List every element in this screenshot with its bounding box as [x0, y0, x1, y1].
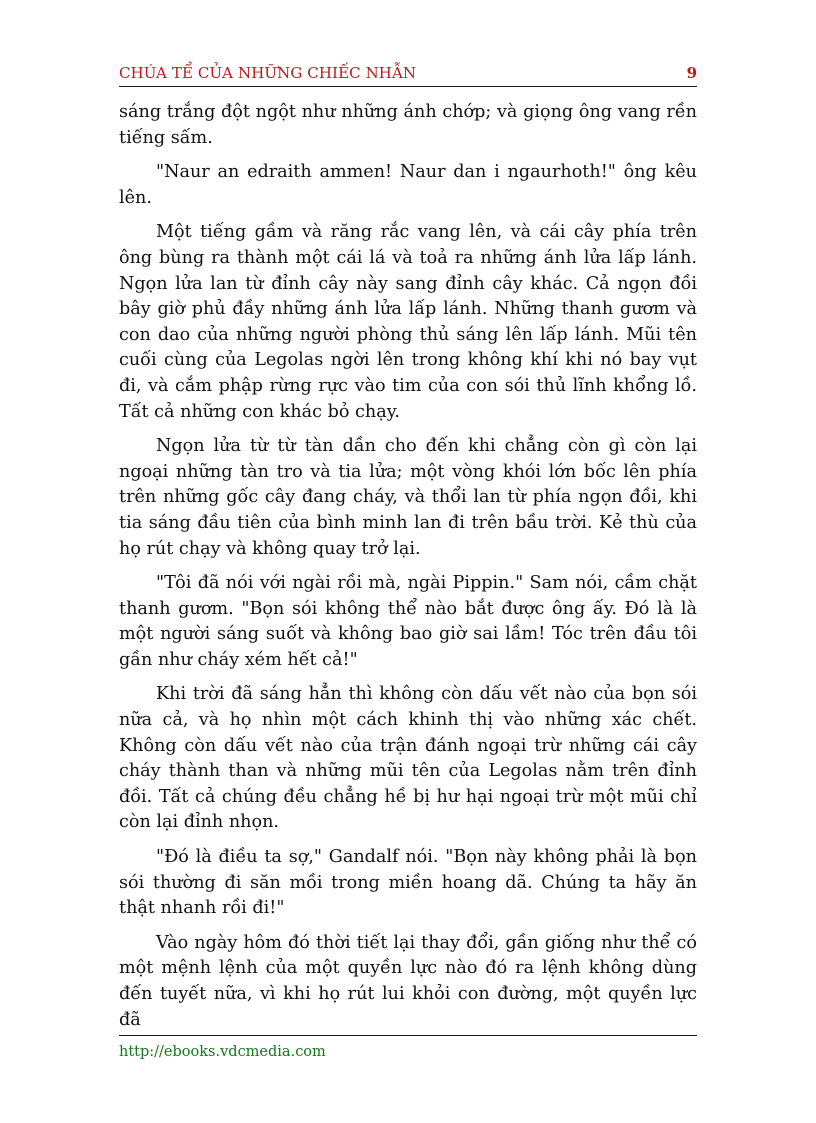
page-header	[119, 62, 697, 87]
paragraph: Vào ngày hôm đó thời tiết lại thay đổi, gần giống như thể có một mệnh lệnh của một quyền lực nào đó ra lệnh không dùng đến tuyết nữa, vì khi họ rút lui khỏi con đường, một quyền lực đã	[119, 932, 697, 1030]
paragraph: Khi trời đã sáng hẳn thì không còn dấu vết nào của bọn sói nữa cả, và họ nhìn một cách khinh thị vào những xác chết. Không còn dấu vết nào của trận đánh ngoại trừ những cái cây cháy thành than và những mũi tên của Legolas nằm trên đỉnh đồi. Tất cả chúng đều chẳng hề bị hư hại ngoại trừ một mũi chỉ còn lại đỉnh nhọn.	[119, 684, 697, 833]
paragraph: "Naur an edraith ammen! Naur dan i ngaurhoth!" ông kêu lên.	[119, 162, 697, 208]
paragraph: Một tiếng gầm và răng rắc vang lên, và cái cây phía trên ông bùng ra thành một cái lá và toả ra những ánh lửa lấp lánh. Ngọn lửa lan từ đỉnh cây này sang đỉnh cây khác. Cả ngọn đồi bây giờ phủ đầy những ánh lửa lấp lánh. Những thanh gươm và con dao của những người phòng thủ sáng lên lấp lánh. Mũi tên cuối cùng của Legolas ngời lên trong không khí khi nó bay vụt đi, và cắm phập rừng rực vào tim của con sói thủ lĩnh khổng lồ. Tất cả những con khác bỏ chạy.	[119, 222, 697, 422]
footer-url-link[interactable]: http://ebooks.vdcmedia.com	[119, 1044, 326, 1060]
paragraph: "Tôi đã nói với ngài rồi mà, ngài Pippin." Sam nói, cầm chặt thanh gươm. "Bọn sói không thể nào bắt được ông ấy. Đó là là một người sáng suốt và không bao giờ sai lầm! Tóc trên đầu tôi gần như cháy xém hết cả!"	[119, 573, 697, 670]
page-number: 9	[686, 64, 697, 82]
body-text	[119, 100, 697, 1042]
paragraph-continued: sáng trắng đột ngột như những ánh chớp; và giọng ông vang rền tiếng sấm.	[119, 102, 697, 148]
book-title: CHÚA TỂ CỦA NHỮNG CHIẾC NHẪN	[119, 64, 417, 82]
paragraph: Ngọn lửa từ từ tàn dần cho đến khi chẳng còn gì còn lại ngoại những tàn tro và tia lửa; một vòng khói lớn bốc lên phía trên những gốc cây đang cháy, và thổi lan từ phía ngọn đồi, khi tia sáng đầu tiên của bình minh lan đi trên bầu trời. Kẻ thù của họ rút chạy và không quay trở lại.	[119, 436, 697, 559]
footer-divider	[119, 1035, 697, 1036]
paragraph: "Đó là điều ta sợ," Gandalf nói. "Bọn này không phải là bọn sói thường đi săn mồi trong miền hoang dã. Chúng ta hãy ăn thật nhanh rồi đi!"	[119, 847, 697, 919]
